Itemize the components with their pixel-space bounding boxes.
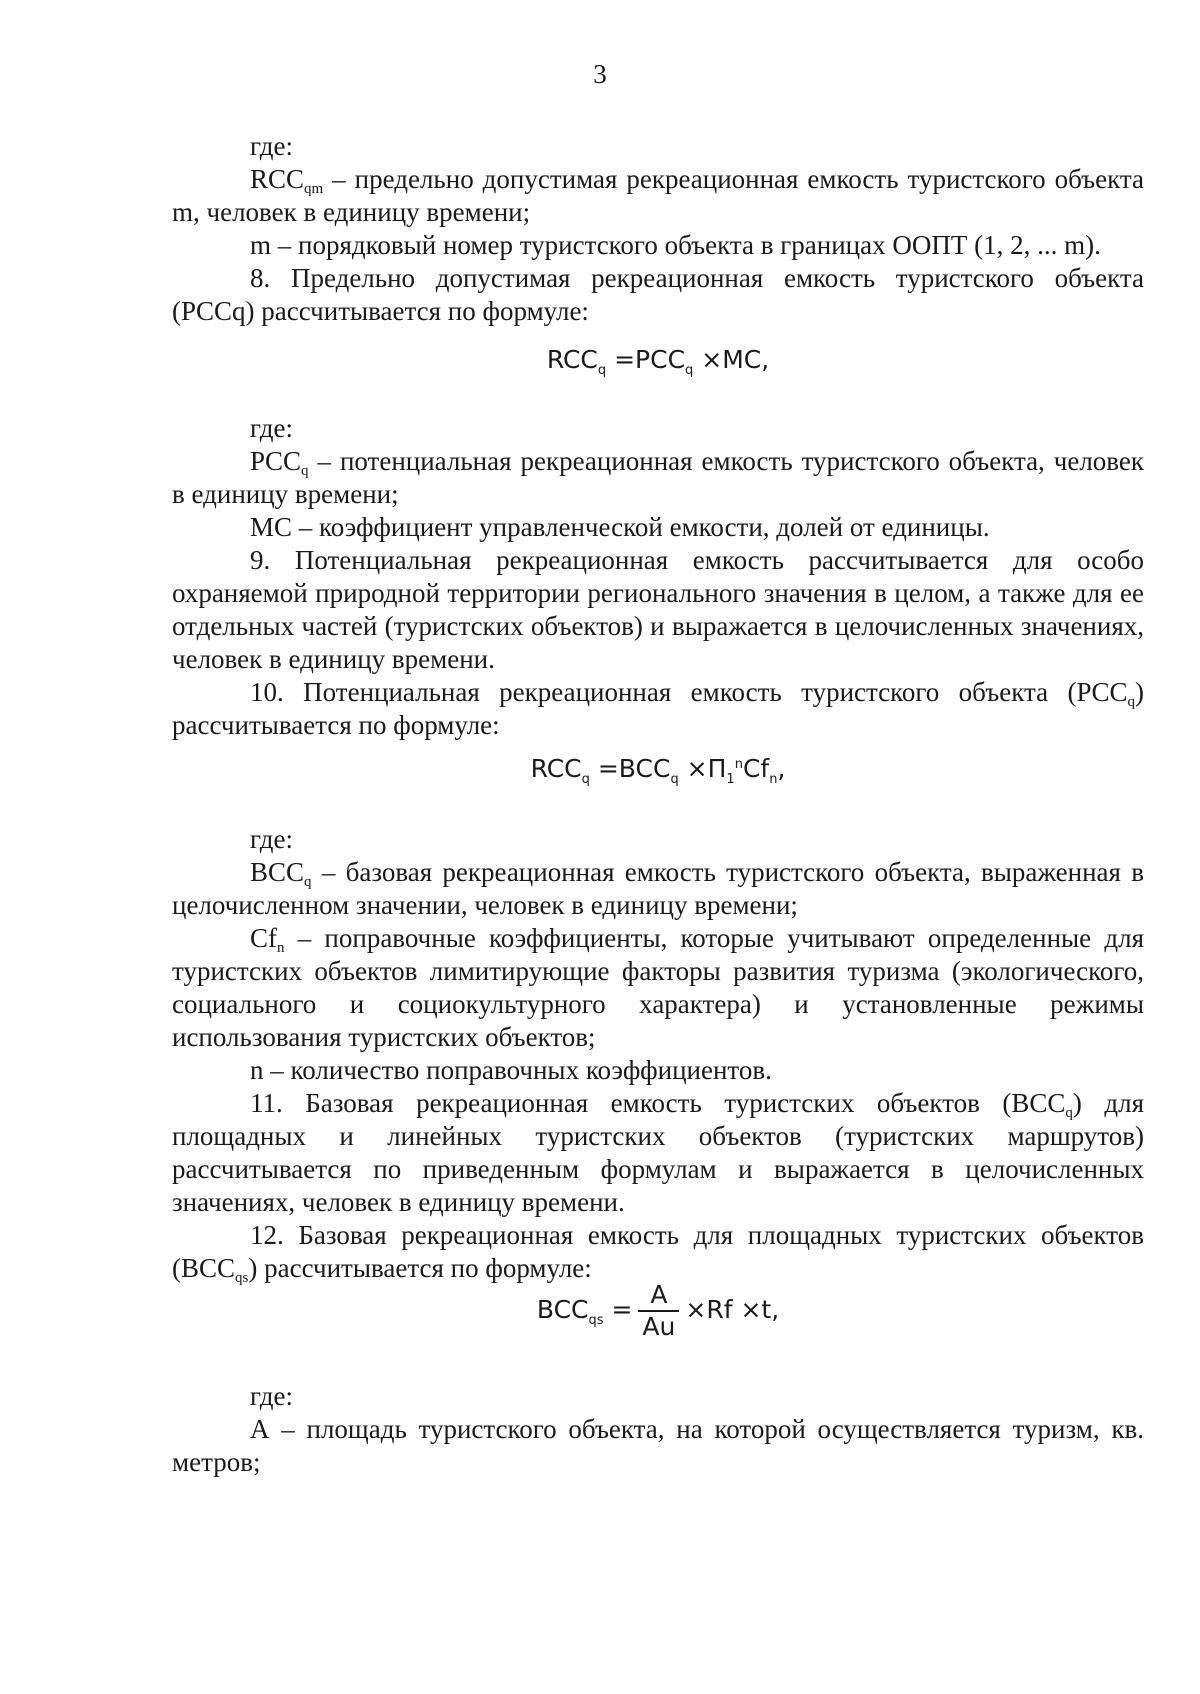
formula-rcc-pcc: $RCC_q =PCC_q \times MC$, (546, 345, 770, 378)
paragraph-10: 10. Потенциальная рекреационная емкость туристского объекта $(PCC_q)$ рассчитывается по формуле: (172, 677, 1144, 740)
definition-mc: МС – коэффициент управленческой емкости, долей от единицы. (250, 512, 990, 542)
block-definitions-1 (172, 130, 1144, 328)
where-label: где: (250, 824, 293, 854)
where-label: где: (250, 131, 293, 161)
definition-m: m – порядковый номер туристского объекта в границах ООПТ (1, 2, ... m). (250, 230, 1101, 260)
where-label: где: (250, 413, 293, 443)
definition-rcc-qm: $RCC_{qm}$ – предельно допустимая рекреационная емкость туристского объекта m, человек в единицу времени; (172, 164, 1144, 227)
block-definitions-2 (172, 412, 1144, 742)
paragraph-8: 8. Предельно допустимая рекреационная емкость туристского объекта (PCCq) рассчитывается по формуле: (172, 263, 1144, 326)
block-definitions-4 (172, 1380, 1144, 1479)
formula-rcc-bcc: $RCC_q =BCC_q \times П_1^nCf_n$, (530, 754, 786, 787)
formula-bcc-qs: $BCC_{qs}$ = $\frac{A}{Au}$ ×Rf ×t, (536, 1280, 780, 1341)
fraction-a-over-au: $\frac{A}{Au}$ (638, 1280, 679, 1342)
definition-a: А – площадь туристского объекта, на которой осуществляется туризм, кв. метров; (172, 1414, 1144, 1477)
definition-n: n – количество поправочных коэффициентов. (250, 1055, 772, 1085)
page-number: 3 (593, 59, 607, 89)
paragraph-11: 11. Базовая рекреационная емкость туристских объектов $(BCC_q)$ для площадных и линейных туристских объектов (туристских маршрутов) рассчитывается по приведенным формулам и выражается в целочисленных значениях, человек в единицу времени. (172, 1088, 1144, 1217)
block-definitions-3 (172, 823, 1144, 1285)
paragraph-9: 9. Потенциальная рекреационная емкость рассчитывается для особо охраняемой природной территории регионального значения в целом, а также для ее отдельных частей (туристских объектов) и выражается в целочисленных значениях, человек в единицу времени. (172, 545, 1144, 674)
definition-bcc-q: $BCC_q$ – базовая рекреационная емкость туристского объекта, выраженная в целочисленном значении, человек в единицу времени; (172, 857, 1144, 920)
where-label: где: (250, 1381, 293, 1411)
definition-cf-n: $Cf_n$ – поправочные коэффициенты, которые учитывают определенные для туристских объектов лимитирующие факторы развития туризма (экологического, социального и социокультурного характера) и установленные режимы использования туристских объектов; (172, 923, 1144, 1052)
paragraph-12: 12. Базовая рекреационная емкость для площадных туристских объектов $(BCC_{qs})$ рассчитывается по формуле: (172, 1220, 1144, 1286)
definition-pcc-q: $PCC_q$ – потенциальная рекреационная емкость туристского объекта, человек в единицу времени; (172, 446, 1144, 509)
